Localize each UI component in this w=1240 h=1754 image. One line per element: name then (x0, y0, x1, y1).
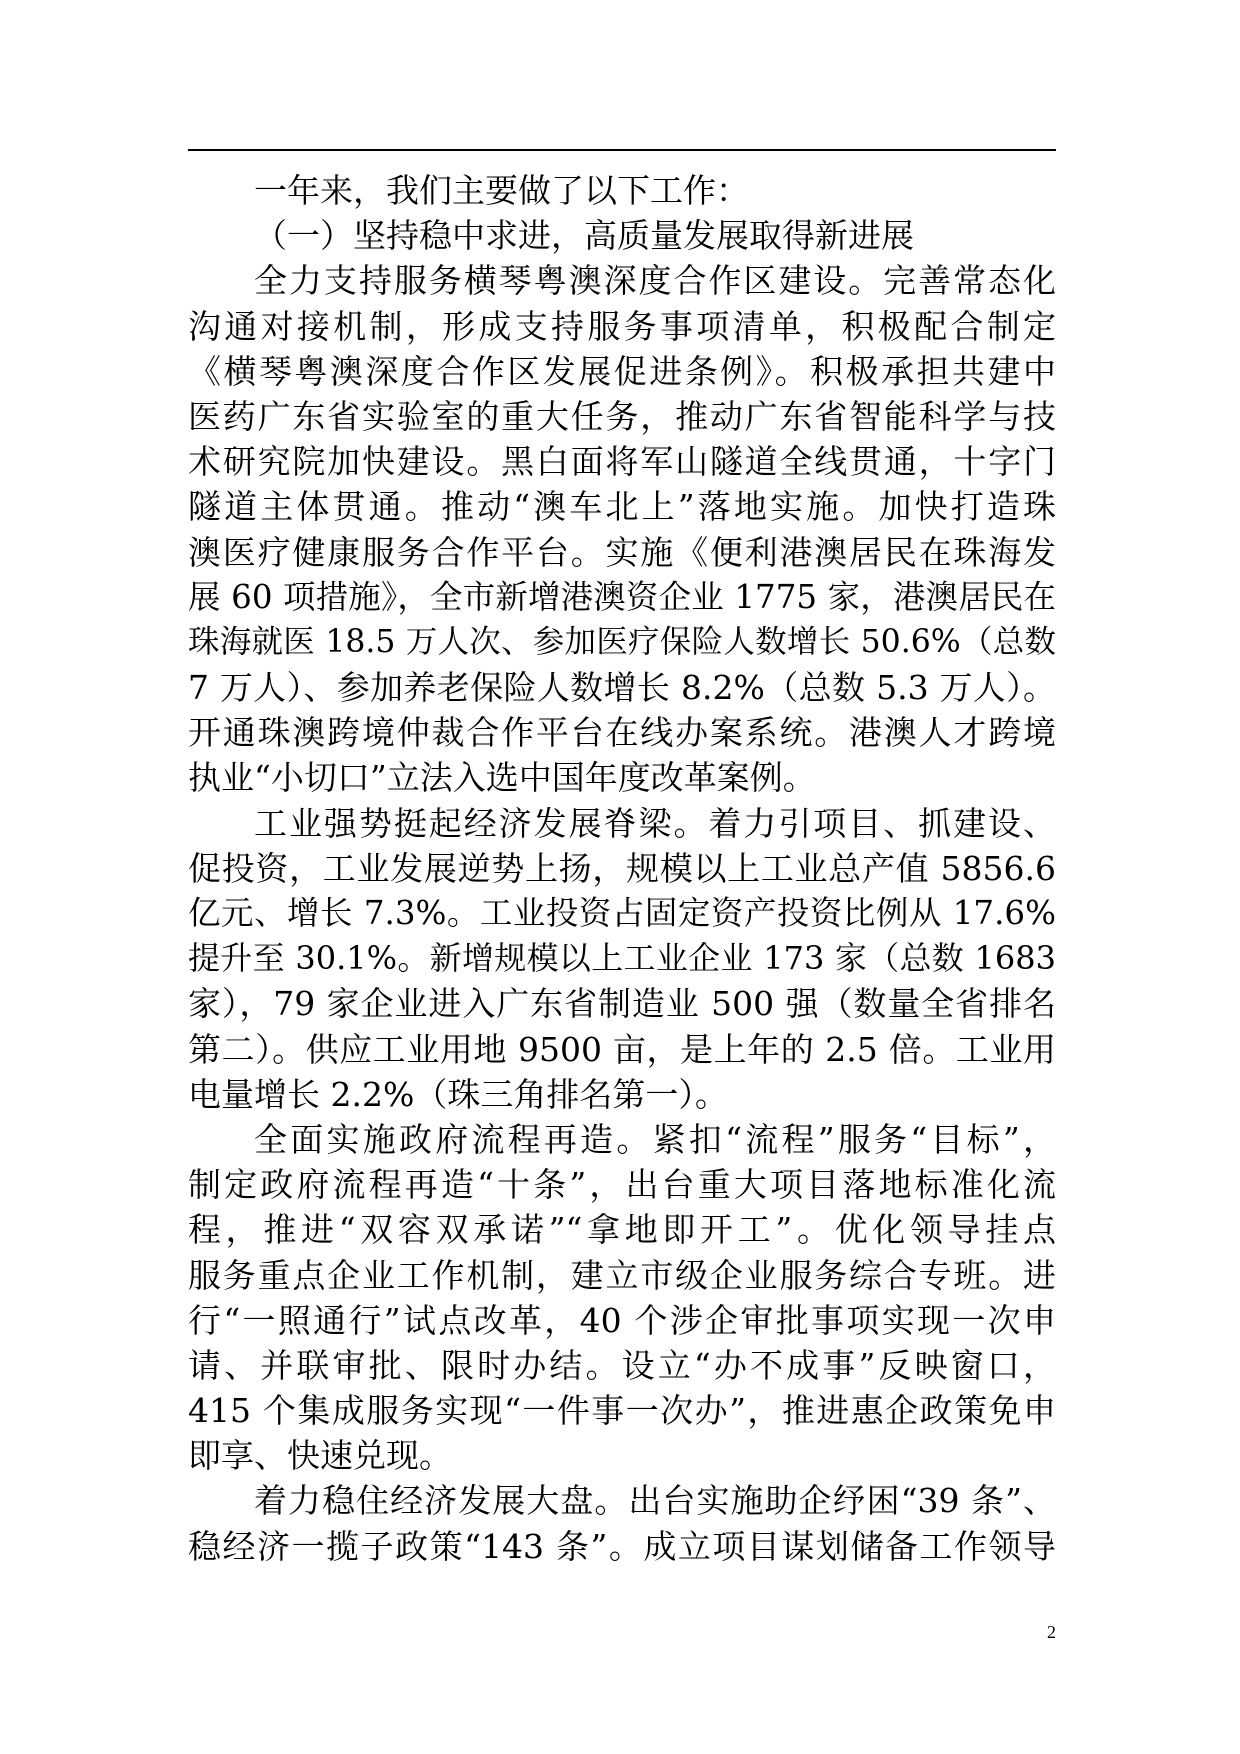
header-rule (188, 149, 1056, 151)
text-line: 展 60 项措施》，全市新增港澳资企业 1775 家，港澳居民在 (188, 577, 1056, 616)
intro-line: 一年来，我们主要做了以下工作： (254, 171, 749, 210)
text-line: 亿元、增长 7.3%。工业投资占固定资产投资比例从 17.6% (188, 894, 1056, 932)
text-line: 稳经济一揽子政策“143 条”。成立项目谋划储备工作领导 (188, 1526, 1056, 1566)
text-line: 请、并联审批、限时办结。设立“办不成事”反映窗口， (188, 1345, 1056, 1385)
text-line: 医药广东省实验室的重大任务，推动广东省智能科学与技 (188, 396, 1056, 436)
text-line: 澳医疗健康服务合作平台。实施《便利港澳居民在珠海发 (188, 532, 1056, 572)
text-line: 提升至 30.1%。新增规模以上工业企业 173 家（总数 1683 (188, 939, 1056, 978)
text-line: 即享、快速兑现。 (188, 1436, 452, 1476)
text-line: 服务重点企业工作机制，建立市级企业服务综合专班。进 (188, 1255, 1056, 1295)
text-line: 隧道主体贯通。推动“澳车北上”落地实施。加快打造珠 (188, 487, 1056, 527)
text-line: 全面实施政府流程再造。紧扣“流程”服务“目标”， (254, 1119, 1056, 1159)
section-heading: （一）坚持稳中求进，高质量发展取得新进展 (254, 216, 914, 256)
text-line: 家），79 家企业进入广东省制造业 500 强（数量全省排名 (188, 984, 1056, 1024)
text-line: 第二）。供应工业用地 9500 亩，是上年的 2.5 倍。工业用 (188, 1029, 1056, 1069)
text-line: 《横琴粤澳深度合作区发展促进条例》。积极承担共建中 (188, 351, 1056, 391)
text-line: 415 个集成服务实现“一件事一次办”，推进惠企政策免申 (188, 1391, 1056, 1431)
text-line: 促投资，工业发展逆势上扬，规模以上工业总产值 5856.6 (188, 848, 1056, 888)
text-line: 全力支持服务横琴粤澳深度合作区建设。完善常态化 (254, 261, 1056, 301)
text-line: 术研究院加快建设。黑白面将军山隧道全线贯通，十字门 (188, 442, 1056, 482)
text-line: 制定政府流程再造“十条”，出台重大项目落地标准化流 (188, 1165, 1056, 1205)
text-line: 程，推进“双容双承诺”“拿地即开工”。优化领导挂点 (188, 1210, 1056, 1250)
text-line: 行“一照通行”试点改革，40 个涉企审批事项实现一次申 (188, 1300, 1056, 1340)
text-line: 珠海就医 18.5 万人次、参加医疗保险人数增长 50.6%（总数 (188, 623, 1056, 660)
text-line: 开通珠澳跨境仲裁合作平台在线办案系统。港澳人才跨境 (188, 713, 1056, 753)
text-line: 7 万人）、参加养老保险人数增长 8.2%（总数 5.3 万人）。 (188, 668, 1056, 708)
text-line: 沟通对接机制，形成支持服务事项清单，积极配合制定 (188, 306, 1056, 346)
text-line: 工业强势挺起经济发展脊梁。着力引项目、抓建设、 (254, 803, 1056, 843)
text-line: 执业“小切口”立法入选中国年度改革案例。 (188, 758, 816, 798)
page-number: 2 (1047, 1622, 1056, 1642)
text-line: 电量增长 2.2%（珠三角排名第一）。 (188, 1074, 728, 1114)
body-text (188, 168, 1056, 1569)
text-line: 着力稳住经济发展大盘。出台实施助企纾困“39 条”、 (254, 1481, 1056, 1521)
